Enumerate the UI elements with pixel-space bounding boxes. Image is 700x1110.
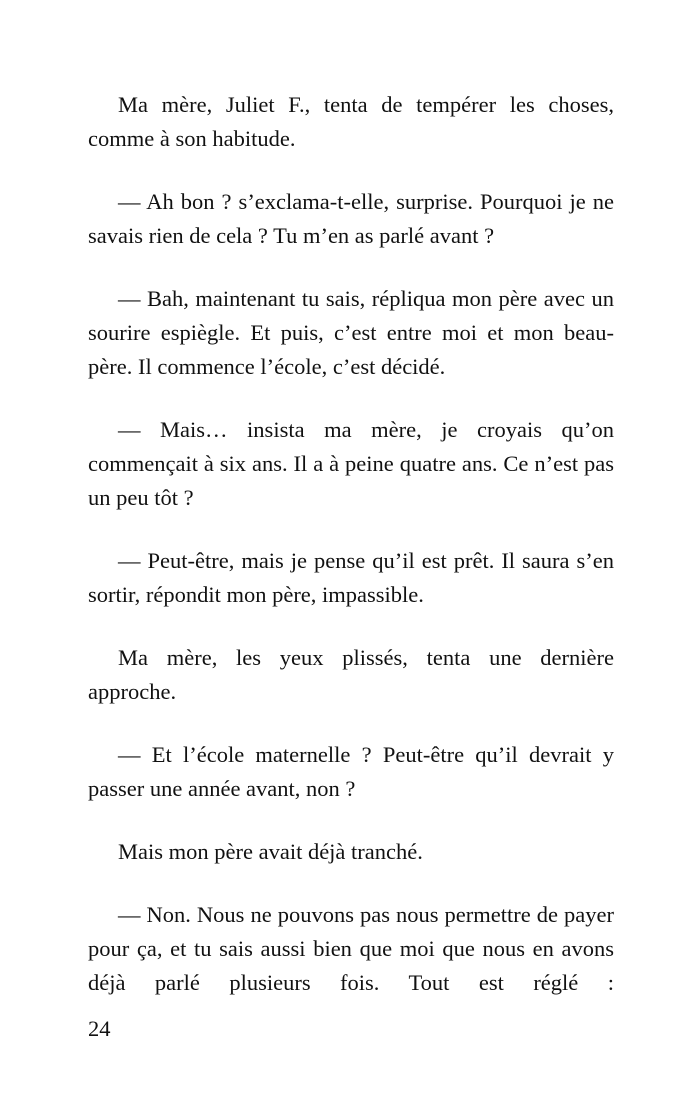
paragraph-2: — Ah bon ? s’exclama-t-elle, surprise. Pourquoi je ne savais rien de cela ? Tu m’en as parlé avant ? [88,189,614,248]
paragraph-5: — Peut-être, mais je pense qu’il est prêt. Il saura s’en sortir, répondit mon père, impassible. [88,548,614,607]
paragraph-7: — Et l’école maternelle ? Peut-être qu’il devrait y passer une année avant, non ? [88,742,614,801]
paragraph-6: Ma mère, les yeux plissés, tenta une dernière approche. [88,645,614,704]
paragraph-1: Ma mère, Juliet F., tenta de tempérer les choses, comme à son habitude. [88,92,614,151]
paragraph-4: — Mais… insista ma mère, je croyais qu’on commençait à six ans. Il a à peine quatre ans. Ce n’est pas un peu tôt ? [88,417,614,510]
page-body [88,88,614,1029]
page-number: 24 [88,1016,111,1041]
paragraph-8: Mais mon père avait déjà tranché. [118,839,423,864]
paragraph-9: — Non. Nous ne pouvons pas nous permettre de payer pour ça, et tu sais aussi bien que moi que nous en avons déjà parlé plusieurs fois. Tout est réglé : [88,902,614,995]
paragraph-3: — Bah, maintenant tu sais, répliqua mon père avec un sourire espiègle. Et puis, c’est entre moi et mon beau-père. Il commence l’école, c’est décidé. [88,286,614,379]
